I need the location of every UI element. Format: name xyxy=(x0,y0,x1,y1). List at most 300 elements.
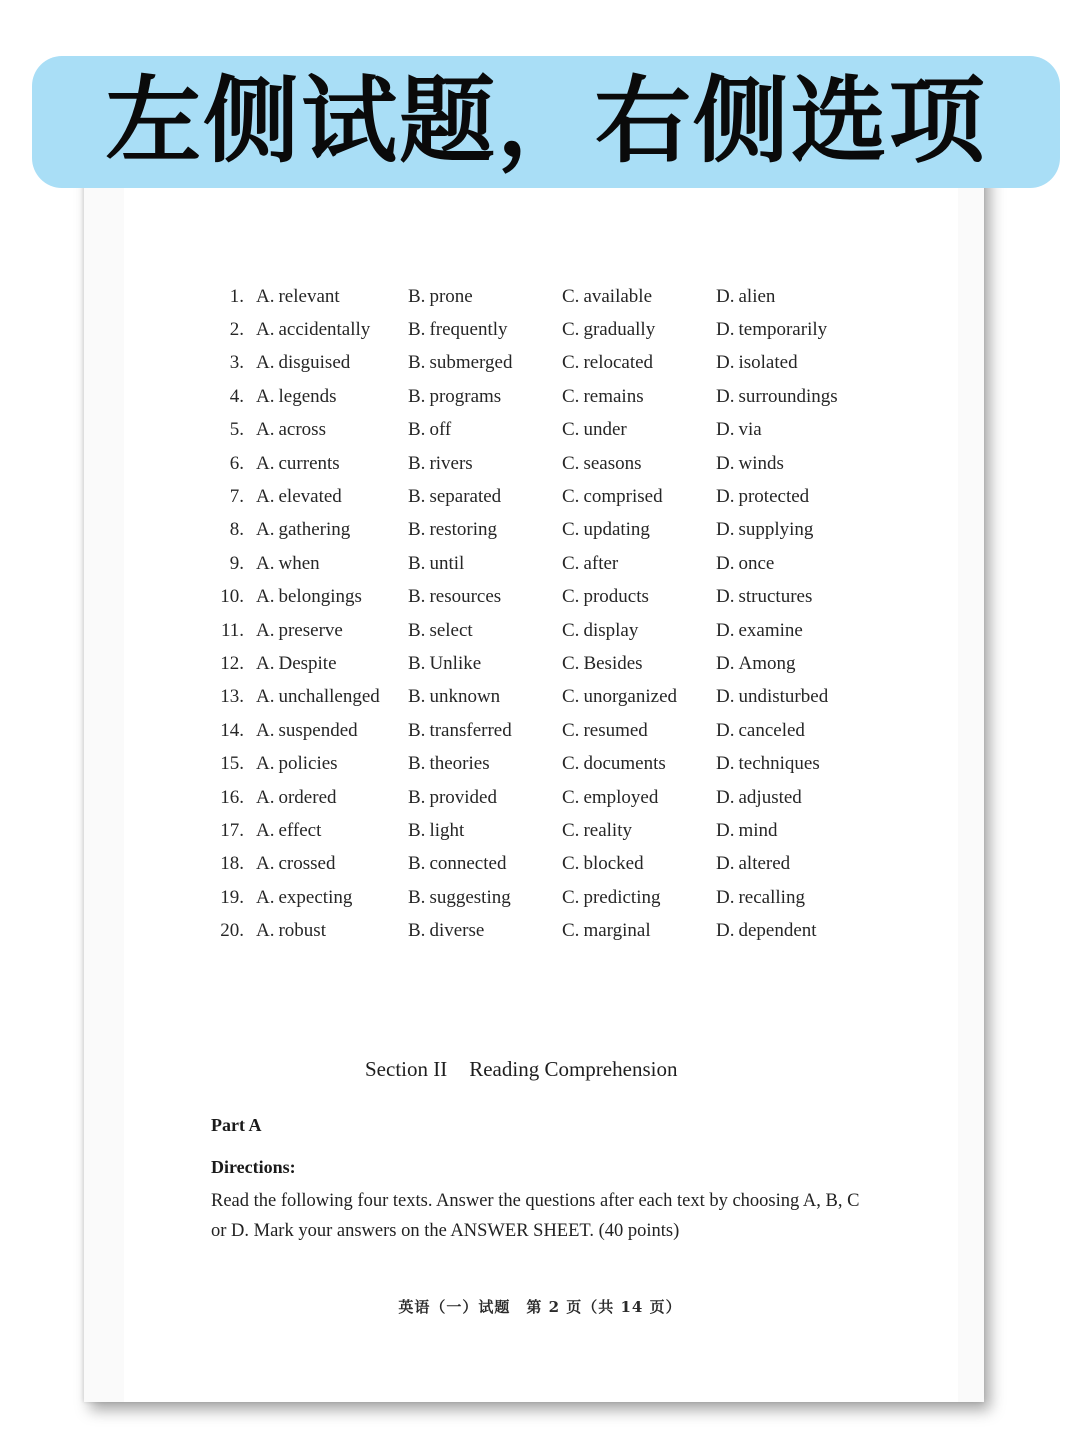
option-word: programs xyxy=(429,385,502,407)
option-letter: B. xyxy=(408,886,426,908)
option-word: legends xyxy=(278,385,337,407)
question-number-text: 13. xyxy=(220,686,244,708)
option-d xyxy=(716,781,866,814)
option-b xyxy=(408,881,562,914)
option-letter: A. xyxy=(256,385,275,407)
option-word: techniques xyxy=(738,753,820,775)
option-letter: B. xyxy=(408,619,426,641)
option-word: unorganized xyxy=(583,686,677,708)
option-letter: B. xyxy=(408,819,426,841)
option-letter: D. xyxy=(716,786,735,808)
option-letter: D. xyxy=(716,619,735,641)
question-row xyxy=(200,313,866,346)
option-word: products xyxy=(583,586,649,608)
option-a xyxy=(244,681,408,714)
option-word: theories xyxy=(429,753,490,775)
question-number-text: 14. xyxy=(220,719,244,741)
directions-text: Read the following four texts. Answer the questions after each text by choosing A, B, C or D. Mark your answers on the ANSWER SHEET. (40 points) xyxy=(211,1191,860,1241)
option-word: updating xyxy=(583,519,650,541)
option-letter: A. xyxy=(256,686,275,708)
option-word: gathering xyxy=(278,519,351,541)
question-number-text: 9. xyxy=(229,552,244,574)
option-letter: A. xyxy=(256,319,275,341)
option-b xyxy=(408,614,562,647)
page-footer: 英语（一）试题 第 2 页（共 14 页） xyxy=(398,1298,682,1316)
option-c xyxy=(562,714,716,747)
option-word: submerged xyxy=(429,352,513,374)
option-letter: D. xyxy=(716,452,735,474)
option-letter: C. xyxy=(562,519,580,541)
option-letter: D. xyxy=(716,586,735,608)
option-word: unchallenged xyxy=(278,686,380,708)
option-word: reality xyxy=(583,819,632,841)
option-word: display xyxy=(583,619,639,641)
option-word: resumed xyxy=(583,719,648,741)
option-letter: D. xyxy=(716,652,735,674)
question-number-text: 19. xyxy=(220,886,244,908)
option-letter: B. xyxy=(408,586,426,608)
option-a xyxy=(244,280,408,313)
option-word: recalling xyxy=(738,886,805,908)
option-letter: D. xyxy=(716,419,735,441)
option-letter: C. xyxy=(562,819,580,841)
question-number xyxy=(200,380,244,413)
option-word: Besides xyxy=(583,652,643,674)
option-b xyxy=(408,347,562,380)
option-word: restoring xyxy=(429,519,497,541)
option-word: employed xyxy=(583,786,659,808)
option-b xyxy=(408,280,562,313)
option-b xyxy=(408,848,562,881)
option-letter: C. xyxy=(562,619,580,641)
question-number-text: 5. xyxy=(229,419,244,441)
option-letter: B. xyxy=(408,719,426,741)
option-c xyxy=(562,681,716,714)
question-number-text: 12. xyxy=(220,652,244,674)
question-number xyxy=(200,814,244,847)
option-word: Among xyxy=(738,652,796,674)
option-c xyxy=(562,647,716,680)
question-row xyxy=(200,681,866,714)
option-b xyxy=(408,414,562,447)
question-number-text: 11. xyxy=(220,619,244,641)
option-a xyxy=(244,714,408,747)
question-row xyxy=(200,647,866,680)
question-row xyxy=(200,480,866,513)
option-letter: D. xyxy=(716,486,735,508)
option-c xyxy=(562,814,716,847)
option-b xyxy=(408,814,562,847)
option-letter: D. xyxy=(716,285,735,307)
question-number-text: 1. xyxy=(229,285,244,307)
option-word: dependent xyxy=(738,920,817,942)
question-number-text: 20. xyxy=(220,920,244,942)
option-c xyxy=(562,414,716,447)
question-number-text: 16. xyxy=(220,786,244,808)
option-letter: D. xyxy=(716,319,735,341)
option-a xyxy=(244,747,408,780)
question-row xyxy=(200,781,866,814)
option-word: resources xyxy=(429,586,502,608)
option-letter: C. xyxy=(562,385,580,407)
option-word: examine xyxy=(738,619,803,641)
question-row xyxy=(200,881,866,914)
question-number xyxy=(200,581,244,614)
option-letter: C. xyxy=(562,419,580,441)
option-letter: B. xyxy=(408,519,426,541)
option-d xyxy=(716,547,866,580)
option-word: policies xyxy=(278,753,338,775)
question-number xyxy=(200,614,244,647)
option-d xyxy=(716,647,866,680)
option-d xyxy=(716,614,866,647)
option-word: seasons xyxy=(583,452,642,474)
option-d xyxy=(716,347,866,380)
option-d xyxy=(716,514,866,547)
question-row xyxy=(200,614,866,647)
option-d xyxy=(716,681,866,714)
option-letter: D. xyxy=(716,719,735,741)
option-letter: B. xyxy=(408,385,426,407)
option-word: supplying xyxy=(738,519,814,541)
option-word: isolated xyxy=(738,352,798,374)
option-letter: A. xyxy=(256,586,275,608)
option-word: relevant xyxy=(278,285,340,307)
question-number xyxy=(200,914,244,947)
option-letter: B. xyxy=(408,652,426,674)
question-number xyxy=(200,347,244,380)
option-letter: D. xyxy=(716,686,735,708)
option-word: connected xyxy=(429,853,507,875)
option-letter: B. xyxy=(408,853,426,875)
option-letter: B. xyxy=(408,452,426,474)
part-heading: Part A xyxy=(211,1115,262,1135)
question-number xyxy=(200,480,244,513)
question-number xyxy=(200,647,244,680)
option-word: altered xyxy=(738,853,791,875)
option-d xyxy=(716,313,866,346)
option-word: comprised xyxy=(583,486,663,508)
option-b xyxy=(408,647,562,680)
option-word: transferred xyxy=(429,719,512,741)
option-d xyxy=(716,814,866,847)
option-c xyxy=(562,347,716,380)
option-d xyxy=(716,714,866,747)
option-word: separated xyxy=(429,486,502,508)
option-d xyxy=(716,447,866,480)
option-a xyxy=(244,547,408,580)
option-word: mind xyxy=(738,819,778,841)
option-letter: A. xyxy=(256,719,275,741)
question-number xyxy=(200,881,244,914)
question-number xyxy=(200,447,244,480)
option-letter: A. xyxy=(256,519,275,541)
option-letter: A. xyxy=(256,786,275,808)
option-letter: C. xyxy=(562,352,580,374)
question-row xyxy=(200,914,866,947)
question-row xyxy=(200,280,866,313)
option-word: under xyxy=(583,419,627,441)
option-b xyxy=(408,747,562,780)
option-b xyxy=(408,380,562,413)
option-c xyxy=(562,614,716,647)
section-label: Section II xyxy=(365,1057,448,1081)
option-d xyxy=(716,380,866,413)
option-word: ordered xyxy=(278,786,337,808)
option-d xyxy=(716,581,866,614)
option-letter: D. xyxy=(716,552,735,574)
question-number-text: 17. xyxy=(220,819,244,841)
option-word: Unlike xyxy=(429,652,482,674)
option-word: once xyxy=(738,552,775,574)
title-banner xyxy=(32,56,1060,188)
option-a xyxy=(244,647,408,680)
option-letter: C. xyxy=(562,786,580,808)
option-letter: D. xyxy=(716,753,735,775)
option-word: available xyxy=(583,285,653,307)
option-c xyxy=(562,380,716,413)
option-word: provided xyxy=(429,786,497,808)
option-word: adjusted xyxy=(738,786,802,808)
option-word: relocated xyxy=(583,352,654,374)
option-letter: B. xyxy=(408,786,426,808)
option-word: blocked xyxy=(583,853,644,875)
question-number xyxy=(200,848,244,881)
question-row xyxy=(200,414,866,447)
question-number xyxy=(200,714,244,747)
question-number-text: 10. xyxy=(220,586,244,608)
option-word: unknown xyxy=(429,686,501,708)
question-row xyxy=(200,714,866,747)
question-number xyxy=(200,414,244,447)
option-letter: C. xyxy=(562,486,580,508)
option-letter: D. xyxy=(716,853,735,875)
option-c xyxy=(562,480,716,513)
option-word: frequently xyxy=(429,319,508,341)
option-a xyxy=(244,848,408,881)
option-letter: C. xyxy=(562,319,580,341)
option-a xyxy=(244,380,408,413)
option-word: off xyxy=(429,419,452,441)
option-letter: C. xyxy=(562,686,580,708)
question-row xyxy=(200,814,866,847)
option-letter: D. xyxy=(716,920,735,942)
option-word: robust xyxy=(278,920,326,942)
question-number-text: 4. xyxy=(229,385,244,407)
question-row xyxy=(200,547,866,580)
option-d xyxy=(716,881,866,914)
option-word: marginal xyxy=(583,920,651,942)
option-word: protected xyxy=(738,486,810,508)
option-word: across xyxy=(278,419,326,441)
option-a xyxy=(244,781,408,814)
option-letter: B. xyxy=(408,686,426,708)
option-word: currents xyxy=(278,452,340,474)
option-letter: A. xyxy=(256,352,275,374)
option-a xyxy=(244,414,408,447)
question-number xyxy=(200,747,244,780)
option-word: disguised xyxy=(278,352,351,374)
option-letter: B. xyxy=(408,753,426,775)
option-letter: B. xyxy=(408,920,426,942)
question-row xyxy=(200,514,866,547)
option-c xyxy=(562,747,716,780)
option-c xyxy=(562,781,716,814)
options-table xyxy=(200,280,866,948)
option-b xyxy=(408,681,562,714)
question-number-text: 18. xyxy=(220,853,244,875)
question-number-text: 2. xyxy=(229,319,244,341)
option-word: until xyxy=(429,552,465,574)
option-d xyxy=(716,414,866,447)
option-letter: A. xyxy=(256,853,275,875)
question-row xyxy=(200,347,866,380)
option-c xyxy=(562,447,716,480)
option-letter: C. xyxy=(562,719,580,741)
question-number-text: 8. xyxy=(229,519,244,541)
option-word: Despite xyxy=(278,652,337,674)
option-a xyxy=(244,514,408,547)
question-number-text: 7. xyxy=(229,486,244,508)
option-word: suggesting xyxy=(429,886,511,908)
question-number xyxy=(200,681,244,714)
option-word: preserve xyxy=(278,619,343,641)
option-word: rivers xyxy=(429,452,473,474)
option-word: via xyxy=(738,419,762,441)
question-row xyxy=(200,848,866,881)
option-word: diverse xyxy=(429,920,485,942)
option-letter: A. xyxy=(256,652,275,674)
banner-title: 左侧试题，右侧选项 xyxy=(105,67,987,176)
option-a xyxy=(244,581,408,614)
option-c xyxy=(562,313,716,346)
option-word: undisturbed xyxy=(738,686,829,708)
option-a xyxy=(244,814,408,847)
option-word: prone xyxy=(429,285,473,307)
question-row xyxy=(200,747,866,780)
option-letter: A. xyxy=(256,920,275,942)
option-d xyxy=(716,280,866,313)
option-letter: A. xyxy=(256,486,275,508)
option-letter: A. xyxy=(256,552,275,574)
option-word: accidentally xyxy=(278,319,371,341)
option-letter: C. xyxy=(562,920,580,942)
option-letter: D. xyxy=(716,519,735,541)
option-word: structures xyxy=(738,586,813,608)
option-word: expecting xyxy=(278,886,353,908)
option-b xyxy=(408,581,562,614)
option-a xyxy=(244,447,408,480)
option-d xyxy=(716,747,866,780)
option-letter: C. xyxy=(562,652,580,674)
option-letter: D. xyxy=(716,886,735,908)
option-c xyxy=(562,881,716,914)
directions-label: Directions: xyxy=(211,1157,296,1177)
option-letter: A. xyxy=(256,419,275,441)
option-letter: A. xyxy=(256,285,275,307)
question-number xyxy=(200,313,244,346)
option-a xyxy=(244,313,408,346)
option-b xyxy=(408,313,562,346)
option-word: surroundings xyxy=(738,385,838,407)
question-row xyxy=(200,581,866,614)
section-heading xyxy=(365,1057,677,1082)
option-a xyxy=(244,881,408,914)
option-word: gradually xyxy=(583,319,656,341)
option-word: alien xyxy=(738,285,776,307)
question-row xyxy=(200,380,866,413)
option-b xyxy=(408,714,562,747)
option-b xyxy=(408,514,562,547)
option-word: light xyxy=(429,819,465,841)
option-letter: B. xyxy=(408,552,426,574)
question-number-text: 6. xyxy=(229,452,244,474)
option-letter: A. xyxy=(256,886,275,908)
option-letter: A. xyxy=(256,619,275,641)
option-word: select xyxy=(429,619,473,641)
option-b xyxy=(408,781,562,814)
option-c xyxy=(562,914,716,947)
option-letter: C. xyxy=(562,853,580,875)
option-letter: C. xyxy=(562,886,580,908)
option-b xyxy=(408,547,562,580)
option-d xyxy=(716,848,866,881)
option-word: after xyxy=(583,552,619,574)
option-a xyxy=(244,914,408,947)
question-number-text: 3. xyxy=(229,352,244,374)
option-word: effect xyxy=(278,819,322,841)
option-letter: C. xyxy=(562,552,580,574)
option-letter: A. xyxy=(256,819,275,841)
option-letter: C. xyxy=(562,586,580,608)
option-word: belongings xyxy=(278,586,362,608)
option-letter: D. xyxy=(716,385,735,407)
option-c xyxy=(562,547,716,580)
question-row xyxy=(200,447,866,480)
option-word: predicting xyxy=(583,886,661,908)
option-letter: B. xyxy=(408,419,426,441)
option-word: crossed xyxy=(278,853,336,875)
option-word: winds xyxy=(738,452,784,474)
option-word: suspended xyxy=(278,719,358,741)
question-number xyxy=(200,514,244,547)
option-letter: C. xyxy=(562,285,580,307)
option-word: elevated xyxy=(278,486,342,508)
option-d xyxy=(716,480,866,513)
option-word: documents xyxy=(583,753,666,775)
option-letter: B. xyxy=(408,319,426,341)
option-b xyxy=(408,447,562,480)
option-letter: A. xyxy=(256,452,275,474)
option-c xyxy=(562,848,716,881)
question-number-text: 15. xyxy=(220,753,244,775)
option-letter: B. xyxy=(408,486,426,508)
option-word: canceled xyxy=(738,719,805,741)
option-letter: A. xyxy=(256,753,275,775)
option-b xyxy=(408,480,562,513)
option-d xyxy=(716,914,866,947)
section-name: Reading Comprehension xyxy=(469,1057,678,1081)
option-letter: D. xyxy=(716,819,735,841)
option-letter: C. xyxy=(562,452,580,474)
option-word: temporarily xyxy=(738,319,828,341)
question-number xyxy=(200,547,244,580)
question-number xyxy=(200,280,244,313)
option-word: remains xyxy=(583,385,644,407)
option-a xyxy=(244,614,408,647)
question-number xyxy=(200,781,244,814)
option-letter: D. xyxy=(716,352,735,374)
